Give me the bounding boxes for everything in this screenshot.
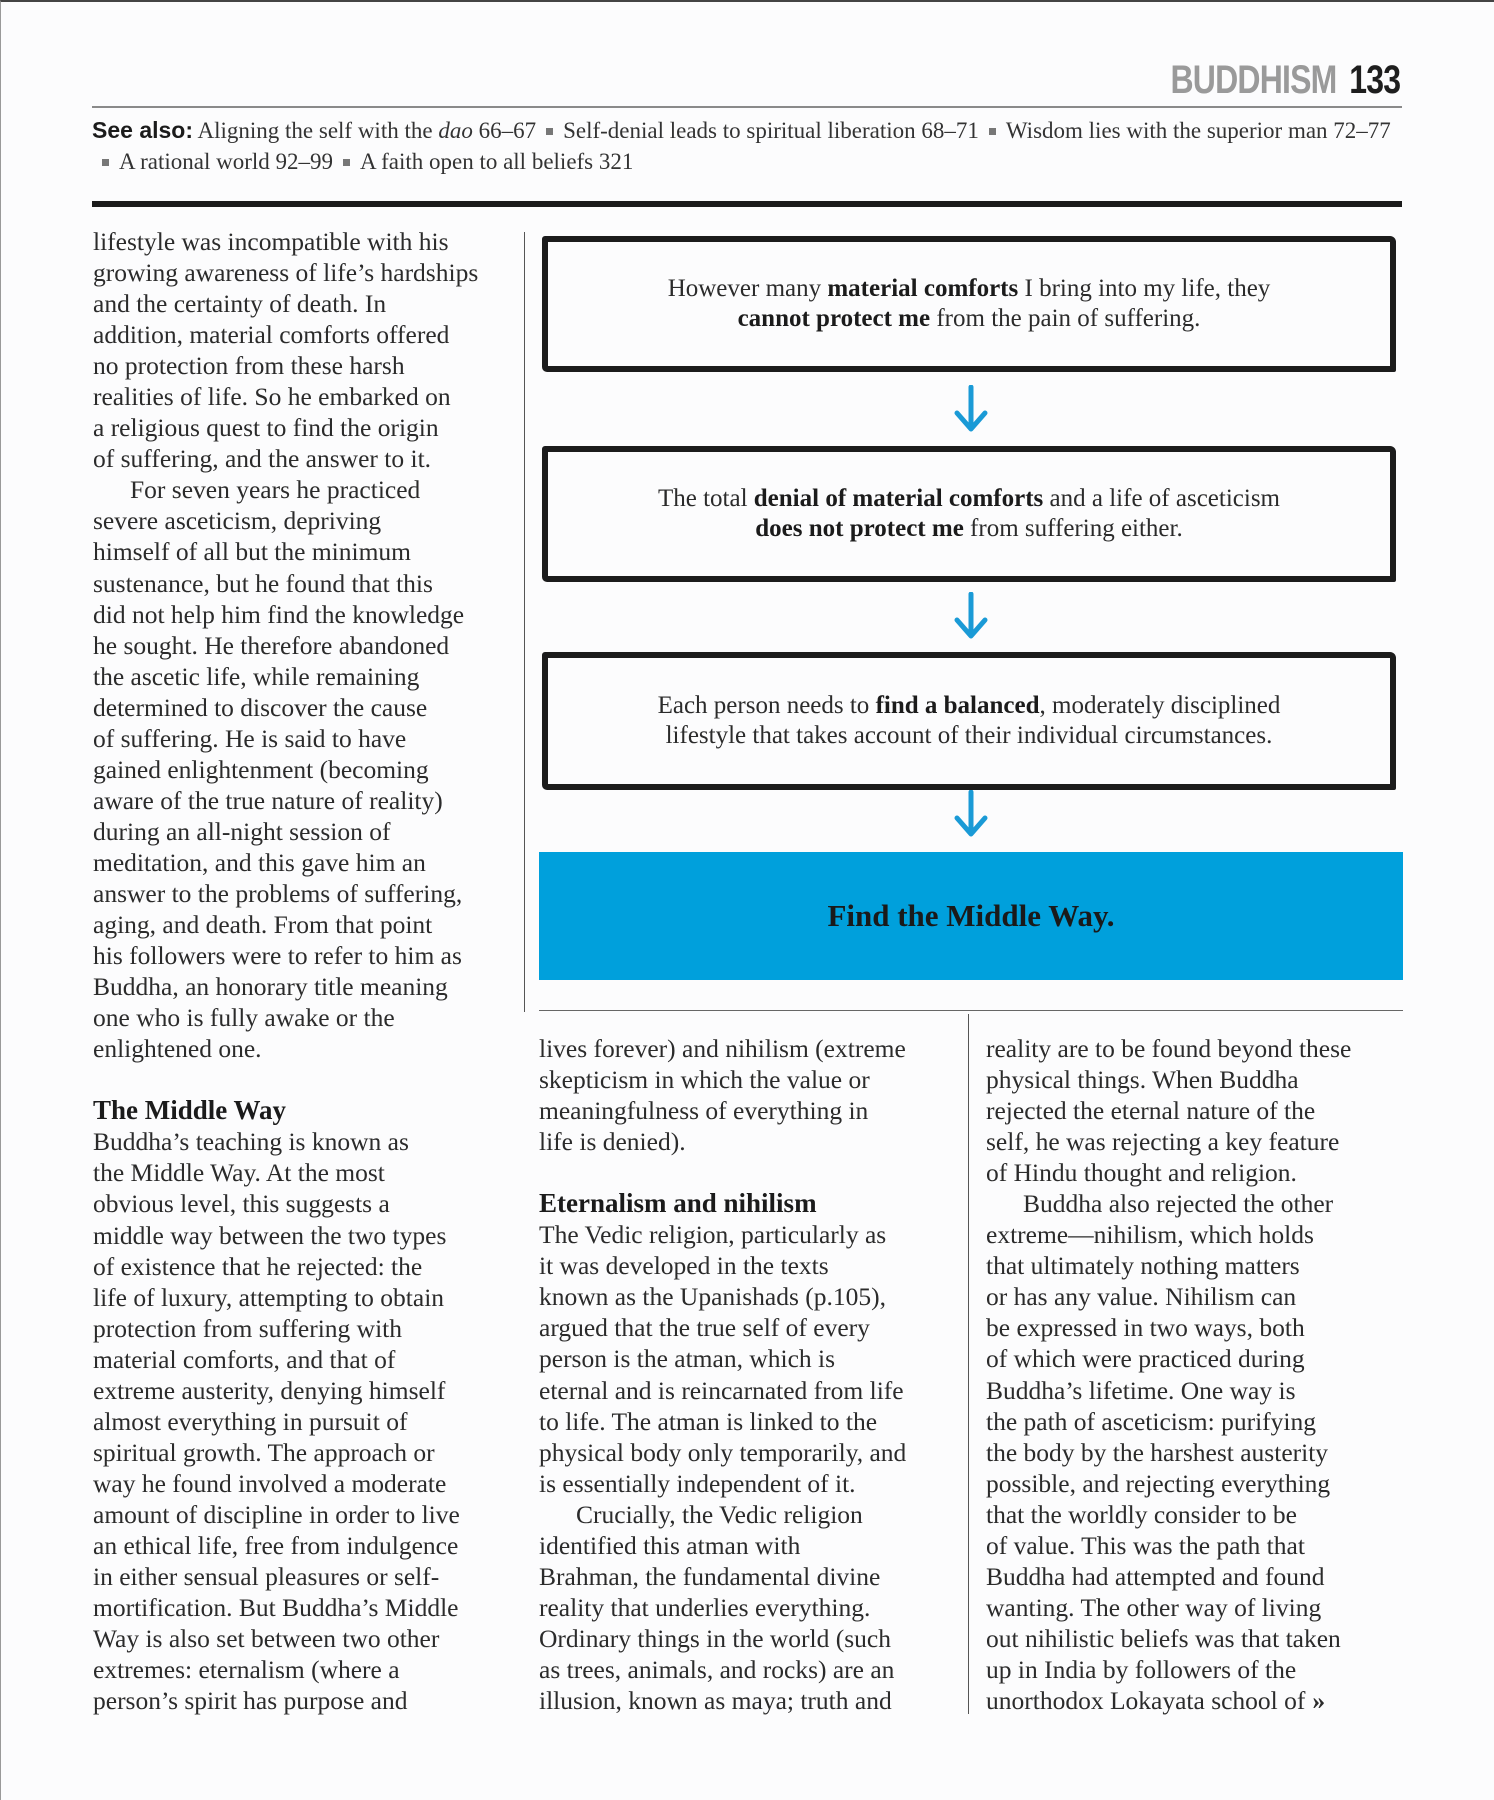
diagram-box-text <box>668 274 1271 334</box>
text-line: known as the Upanishads (p.105), <box>539 1282 887 1312</box>
arrow-down-icon <box>951 790 991 838</box>
text-line <box>539 1157 906 1188</box>
text-line: life of luxury, attempting to obtain <box>93 1282 445 1312</box>
text-line: Buddha’s teaching is known as <box>93 1127 409 1157</box>
text-line: of suffering. He is said to have <box>93 723 407 753</box>
text-line: be expressed in two ways, both <box>986 1313 1305 1343</box>
arrow-down-icon <box>951 385 991 433</box>
text-line: as trees, animals, and rocks) are an <box>539 1654 895 1684</box>
text-line: extreme austerity, denying himself <box>93 1375 446 1405</box>
text-line: unorthodox Lokayata school of » <box>986 1685 1326 1715</box>
column-left <box>93 226 478 1716</box>
bullet-square-icon <box>546 128 553 135</box>
text-line: that ultimately nothing matters <box>986 1251 1300 1281</box>
text-line: reality are to be found beyond these <box>986 1034 1352 1063</box>
text-segment: I bring into my life, they <box>1018 275 1271 302</box>
text-line: life is denied). <box>539 1127 686 1157</box>
text-line: illusion, known as maya; truth and <box>539 1685 892 1715</box>
text-line: lives forever) and nihilism (extreme <box>539 1034 906 1063</box>
text-line: Ordinary things in the world (such <box>539 1623 891 1653</box>
text-line: out nihilistic beliefs was that taken <box>986 1623 1341 1653</box>
text-line: one who is fully awake or the <box>93 1003 395 1033</box>
text-line: spiritual growth. The approach or <box>93 1437 435 1467</box>
text-line: in either sensual pleasures or self- <box>93 1562 440 1592</box>
text-line: himself of all but the minimum <box>93 537 412 567</box>
column-right <box>986 1033 1351 1716</box>
text-line: and the certainty of death. In <box>93 289 387 319</box>
text-line: possible, and rejecting everything <box>986 1468 1331 1498</box>
text-segment: However many <box>667 275 828 302</box>
bullet-square-icon <box>989 128 996 135</box>
text-line: protection from suffering with <box>93 1313 403 1343</box>
text-segment: from the pain of suffering. <box>930 305 1201 332</box>
text-line: reality that underlies everything. <box>539 1592 871 1622</box>
see-also-entry: Self-denial leads to spiritual liberation 68–71 <box>563 118 979 143</box>
diagram-box-1 <box>542 236 1396 372</box>
text-line: argued that the true self of every <box>539 1313 870 1343</box>
text-line: an ethical life, free from indulgence <box>93 1530 459 1560</box>
text-line: almost everything in pursuit of <box>93 1406 408 1436</box>
emphasis-text: denial of material comforts <box>753 485 1044 512</box>
text-line: Brahman, the fundamental divine <box>539 1561 881 1591</box>
text-line: rejected the eternal nature of the <box>986 1096 1316 1126</box>
text-line: lifestyle was incompatible with his <box>93 227 449 256</box>
text-line: determined to discover the cause <box>93 692 428 722</box>
text-line: severe asceticism, depriving <box>93 506 382 536</box>
text-line: aware of the true nature of reality) <box>93 785 443 815</box>
diagram-conclusion: Find the Middle Way. <box>539 852 1403 980</box>
text-line: material comforts, and that of <box>93 1344 396 1374</box>
see-also <box>92 115 1412 177</box>
bullet-square-icon <box>102 159 109 166</box>
emphasis-text: material comforts <box>827 275 1019 302</box>
text-line: mortification. But Buddha’s Middle <box>93 1593 459 1623</box>
text-line: sustenance, but he found that this <box>93 568 433 598</box>
text-line: he sought. He therefore abandoned <box>93 630 450 660</box>
text-line: to life. The atman is linked to the <box>539 1406 878 1436</box>
text-line: the path of asceticism: purifying <box>986 1406 1316 1436</box>
see-also-label: See also: <box>92 117 193 143</box>
text-segment: and a life of asceticism <box>1043 485 1281 512</box>
text-line: his followers were to refer to him as <box>93 941 462 971</box>
text-line: amount of discipline in order to live <box>93 1499 460 1529</box>
diagram-box-text <box>658 484 1280 544</box>
header-rule <box>92 106 1402 108</box>
see-also-entry: Wisdom lies with the superior man 72–77 <box>1005 118 1391 143</box>
text-segment: from suffering either. <box>963 515 1183 542</box>
text-line: of which were practiced during <box>986 1344 1305 1374</box>
text-line: Buddha also rejected the other <box>1023 1189 1334 1219</box>
text-line: addition, material comforts offered <box>93 320 450 350</box>
text-line: Crucially, the Vedic religion <box>576 1499 863 1529</box>
section-rule <box>92 201 1402 207</box>
see-also-entry: A rational world 92–99 <box>119 149 333 174</box>
see-also-entry: A faith open to all beliefs 321 <box>360 149 634 174</box>
arrow-down-icon <box>951 592 991 640</box>
text-line: person is the atman, which is <box>539 1344 836 1374</box>
text-line: identified this atman with <box>539 1530 801 1560</box>
text-line: the body by the harshest austerity <box>986 1437 1329 1467</box>
column-middle <box>539 1033 906 1716</box>
text-segment: Each person needs to <box>657 692 876 719</box>
text-line: did not help him find the knowledge <box>93 599 465 629</box>
text-line: For seven years he practiced <box>130 475 421 505</box>
text-line: the Middle Way. At the most <box>93 1158 385 1188</box>
text-line: realities of life. So he embarked on <box>93 382 451 412</box>
text-line: Way is also set between two other <box>93 1624 440 1654</box>
emphasis-text: cannot protect me <box>737 305 931 332</box>
text-line: extremes: eternalism (where a <box>93 1655 400 1685</box>
running-head <box>1170 58 1400 103</box>
text-line: no protection from these harsh <box>93 351 405 381</box>
emphasis-text: find a balanced <box>875 692 1040 719</box>
text-line: Buddha’s lifetime. One way is <box>986 1375 1296 1405</box>
section-heading: Eternalism and nihilism <box>539 1188 817 1219</box>
text-line: it was developed in the texts <box>539 1251 829 1281</box>
text-line: up in India by followers of the <box>986 1654 1297 1684</box>
text-line: extreme—nihilism, which holds <box>986 1220 1314 1250</box>
text-line: meditation, and this gave him an <box>93 847 426 877</box>
text-segment: , moderately disciplined <box>1039 692 1281 719</box>
diagram-box-2 <box>542 446 1396 582</box>
text-line: Buddha, an honorary title meaning <box>93 972 448 1002</box>
section-heading: The Middle Way <box>93 1095 287 1126</box>
section-title: BUDDHISM <box>1170 58 1337 102</box>
text-line: person’s spirit has purpose and <box>93 1686 408 1716</box>
page-number: 133 <box>1349 58 1400 102</box>
text-line: of suffering, and the answer to it. <box>93 444 432 474</box>
text-line: self, he was rejecting a key feature <box>986 1127 1340 1157</box>
text-line: aging, and death. From that point <box>93 910 433 940</box>
text-line: way he found involved a moderate <box>93 1468 447 1498</box>
bullet-square-icon <box>343 159 350 166</box>
text-line: physical body only temporarily, and <box>539 1437 907 1467</box>
text-segment: lifestyle that takes account of their individual circumstances. <box>665 722 1273 749</box>
text-line: is essentially independent of it. <box>539 1468 856 1498</box>
text-line: during an all-night session of <box>93 816 391 846</box>
text-line: or has any value. Nihilism can <box>986 1282 1297 1312</box>
text-line: answer to the problems of suffering, <box>93 878 463 908</box>
text-line <box>93 1064 478 1095</box>
text-line: growing awareness of life’s hardships <box>93 258 479 288</box>
text-line: middle way between the two types <box>93 1220 447 1250</box>
text-line: of value. This was the path that <box>986 1530 1305 1560</box>
text-line: physical things. When Buddha <box>986 1065 1299 1095</box>
text-line: obvious level, this suggests a <box>93 1189 390 1219</box>
text-segment: The total <box>657 485 754 512</box>
text-line: Buddha had attempted and found <box>986 1561 1325 1591</box>
column-divider <box>968 1014 969 1714</box>
text-line: wanting. The other way of living <box>986 1592 1322 1622</box>
column-divider <box>524 232 525 1012</box>
text-line: The Vedic religion, particularly as <box>539 1220 887 1250</box>
text-line: enlightened one. <box>93 1034 262 1064</box>
text-line: of Hindu thought and religion. <box>986 1158 1297 1188</box>
diagram-box-text <box>658 691 1281 751</box>
diagram-bottom-rule <box>539 1010 1403 1011</box>
text-line: eternal and is reincarnated from life <box>539 1375 904 1405</box>
text-line: the ascetic life, while remaining <box>93 661 420 691</box>
text-line: meaningfulness of everything in <box>539 1096 869 1126</box>
continued-marker-icon: » <box>1312 1685 1326 1715</box>
text-line: of existence that he rejected: the <box>93 1251 423 1281</box>
text-line: that the worldly consider to be <box>986 1499 1297 1529</box>
emphasis-text: does not protect me <box>755 515 964 542</box>
text-line: gained enlightenment (becoming <box>93 754 429 784</box>
diagram-box-3 <box>542 652 1396 790</box>
text-line: skepticism in which the value or <box>539 1065 870 1095</box>
see-also-entry: Aligning the self with the dao 66–67 <box>197 118 537 143</box>
text-line: a religious quest to find the origin <box>93 413 439 443</box>
